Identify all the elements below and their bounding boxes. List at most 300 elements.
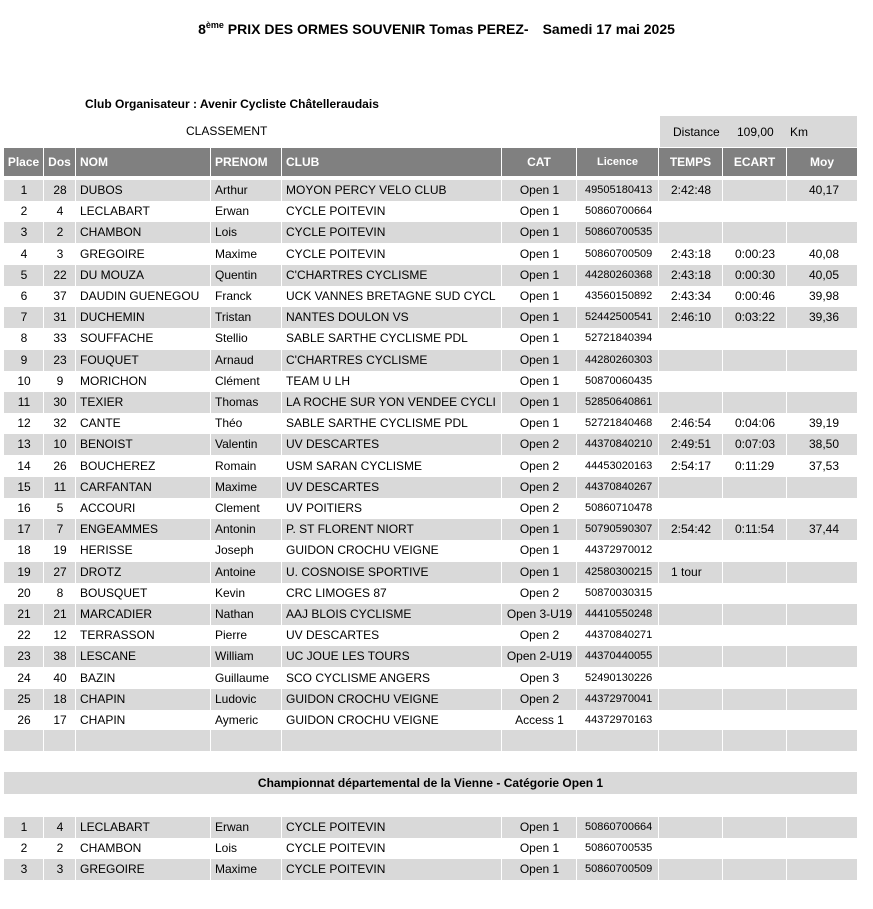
cell-dos: 22 xyxy=(53,267,67,282)
cell-nom: HERISSE xyxy=(80,543,133,558)
cell-club: NANTES DOULON VS xyxy=(286,310,409,325)
cell-nom: ACCOURI xyxy=(80,501,136,515)
cell-cat: Open 1 xyxy=(519,373,560,388)
cell-prenom: Clement xyxy=(215,501,260,515)
cell-club: CYCLE POITEVIN xyxy=(286,246,386,261)
cell-dos: 12 xyxy=(53,628,67,643)
cell-licence: 50860710478 xyxy=(585,502,653,514)
cell-ecart xyxy=(723,180,787,201)
cell-moy: 39,98 xyxy=(808,289,839,303)
result-row xyxy=(4,646,857,667)
cell-temps: 2:46:10 xyxy=(671,310,712,325)
result-row xyxy=(4,180,857,201)
cell-licence: 44280260368 xyxy=(585,268,653,281)
cell-club: AAJ BLOIS CYCLISME xyxy=(286,607,412,621)
cell-nom: MORICHON xyxy=(80,373,147,388)
cell-cat: Open 2 xyxy=(519,691,560,706)
cell-prenom: Lois xyxy=(215,225,238,240)
result-row xyxy=(4,498,857,519)
cell-club: P. ST FLORENT NIORT xyxy=(286,522,414,537)
cell-nom: LECLABART xyxy=(80,820,150,834)
cell-ecart xyxy=(723,540,787,561)
result-row xyxy=(4,456,857,477)
cell-licence: 44372970041 xyxy=(585,692,653,705)
cell-prenom: Guillaume xyxy=(215,670,270,685)
cell-ecart xyxy=(723,371,787,392)
cell-temps: 2:49:51 xyxy=(671,437,712,452)
cell-cat: Open 1 xyxy=(519,310,560,325)
cell-ecart xyxy=(723,392,787,413)
cell-cat: Open 2 xyxy=(519,437,560,452)
cell-ecart xyxy=(723,477,787,498)
cell-place: 19 xyxy=(17,564,31,579)
result-row xyxy=(4,562,857,583)
championnat-row xyxy=(4,859,857,880)
cell-licence: 52442500541 xyxy=(585,311,653,324)
cell-ecart: 0:11:54 xyxy=(735,522,775,537)
cell-nom: LESCANE xyxy=(80,649,137,664)
cell-ecart xyxy=(723,689,787,710)
cell-prenom: Ludovic xyxy=(215,691,257,706)
cell-cat: Open 1 xyxy=(519,352,560,367)
cell-cat: Open 1 xyxy=(519,289,560,303)
cell-dos: 27 xyxy=(53,564,67,579)
cell-cat: Open 1 xyxy=(519,331,560,346)
cell-nom: DU MOUZA xyxy=(80,267,144,282)
cell-nom: BAZIN xyxy=(80,670,116,685)
cell-dos: 33 xyxy=(53,331,67,346)
cell-prenom: Valentin xyxy=(215,437,258,452)
cell-ecart: 0:00:30 xyxy=(735,267,776,282)
cell-place: 17 xyxy=(17,522,31,537)
cell-temps: 2:42:48 xyxy=(671,183,712,197)
cell-dos: 3 xyxy=(56,862,64,877)
cell-moy xyxy=(787,646,857,667)
cell-place: 3 xyxy=(20,862,28,877)
cell-temps xyxy=(659,540,723,561)
cell-nom: CHAMBON xyxy=(80,841,142,856)
cell-prenom: Romain xyxy=(215,458,257,473)
cell-cat: Open 2 xyxy=(519,501,560,515)
title-ordinal: 8 xyxy=(198,21,206,37)
cell-club: MOYON PERCY VELO CLUB xyxy=(286,183,447,197)
cell-licence: 44410550248 xyxy=(585,608,653,620)
cell-dos: 21 xyxy=(53,607,67,621)
cell-temps xyxy=(659,392,723,413)
championnat-title: Championnat départemental de la Vienne - Catégorie Open 1 xyxy=(4,772,857,794)
cell-licence: 49505180413 xyxy=(585,184,653,196)
cell-place: 8 xyxy=(20,331,28,346)
cell-cat: Open 2-U19 xyxy=(506,649,573,664)
cell-cat: Open 1 xyxy=(519,267,560,282)
cell-moy xyxy=(787,328,857,349)
cell-ecart: 0:00:46 xyxy=(735,289,776,303)
cell-licence: 50790590307 xyxy=(585,523,653,536)
cell-nom: GREGOIRE xyxy=(80,246,145,261)
cell-nom: BOUCHEREZ xyxy=(80,458,156,473)
cell-moy: 40,17 xyxy=(808,183,839,197)
cell-nom: SOUFFACHE xyxy=(80,331,154,346)
cell-ecart: 0:11:29 xyxy=(735,458,775,473)
cell-licence: 44280260303 xyxy=(585,353,653,366)
cell-temps xyxy=(659,625,723,646)
result-row xyxy=(4,244,857,265)
cell-prenom: Erwan xyxy=(215,820,250,834)
cell-nom: MARCADIER xyxy=(80,607,153,621)
cell-place: 26 xyxy=(17,713,31,727)
cell-temps xyxy=(659,668,723,689)
header-dos: Dos xyxy=(44,148,75,176)
cell-prenom: Maxime xyxy=(215,246,258,261)
cell-licence: 50860700664 xyxy=(585,821,653,833)
cell-cat: Open 1 xyxy=(519,543,560,558)
cell-prenom: Arnaud xyxy=(215,352,254,367)
cell-moy xyxy=(787,583,857,604)
cell-dos: 38 xyxy=(53,649,67,664)
cell-club: UV DESCARTES xyxy=(286,437,380,452)
cell-dos: 2 xyxy=(56,841,64,856)
empty-row xyxy=(4,730,857,751)
result-row xyxy=(4,371,857,392)
cell-place: 22 xyxy=(17,628,31,643)
cell-place: 4 xyxy=(20,246,28,261)
page-title xyxy=(0,20,873,37)
result-row xyxy=(4,519,857,540)
cell-club: U. COSNOISE SPORTIVE xyxy=(286,564,429,579)
cell-club: C'CHARTRES CYCLISME xyxy=(286,352,428,367)
cell-club: GUIDON CROCHU VEIGNE xyxy=(286,543,439,558)
result-row xyxy=(4,604,857,625)
header-moy: Moy xyxy=(787,148,857,176)
cell-dos: 19 xyxy=(53,543,67,558)
cell-prenom: Quentin xyxy=(215,267,258,282)
cell-place: 6 xyxy=(20,289,28,303)
cell-place: 11 xyxy=(17,395,31,409)
cell-temps xyxy=(659,350,723,371)
cell-licence: 44370840210 xyxy=(585,438,653,451)
result-row xyxy=(4,583,857,604)
cell-place: 20 xyxy=(17,585,31,600)
cell-place: 10 xyxy=(17,373,31,388)
cell-moy xyxy=(787,201,857,222)
cell-moy xyxy=(787,350,857,371)
cell-moy: 38,50 xyxy=(808,437,839,452)
distance-box xyxy=(660,116,857,147)
cell-prenom: Kevin xyxy=(215,585,246,600)
cell-place: 18 xyxy=(17,543,31,558)
cell-club: UCK VANNES BRETAGNE SUD CYCL xyxy=(286,289,496,303)
cell-dos: 2 xyxy=(56,225,64,240)
cell-place: 2 xyxy=(20,204,28,219)
cell-dos: 37 xyxy=(53,289,67,303)
cell-cat: Open 2 xyxy=(519,479,560,494)
cell-cat: Open 1 xyxy=(519,416,560,431)
result-row xyxy=(4,434,857,455)
cell-licence: 44372970163 xyxy=(585,714,653,726)
cell-prenom: Aymeric xyxy=(215,713,259,727)
cell-temps: 1 tour xyxy=(671,564,702,579)
distance-value: 109,00 xyxy=(737,125,774,139)
cell-place: 9 xyxy=(20,352,28,367)
result-row xyxy=(4,201,857,222)
cell-place: 13 xyxy=(17,437,31,452)
cell-cat: Open 3-U19 xyxy=(506,607,573,621)
result-row xyxy=(4,222,857,243)
cell-temps xyxy=(659,646,723,667)
cell-licence: 50860700509 xyxy=(585,247,653,260)
cell-nom: TERRASSON xyxy=(80,628,155,643)
cell-ecart xyxy=(723,350,787,371)
header-place: Place xyxy=(4,148,43,176)
cell-moy xyxy=(787,540,857,561)
cell-moy: 39,19 xyxy=(808,416,839,431)
cell-ecart xyxy=(723,328,787,349)
cell-club: CYCLE POITEVIN xyxy=(286,204,386,219)
cell-prenom: Franck xyxy=(215,289,252,303)
cell-temps xyxy=(659,477,723,498)
championnat-row xyxy=(4,838,857,859)
cell-cat: Open 1 xyxy=(519,246,560,261)
cell-licence: 50860700664 xyxy=(585,205,653,218)
cell-prenom: Pierre xyxy=(215,628,248,643)
cell-licence: 52721840468 xyxy=(585,417,653,430)
result-row xyxy=(4,350,857,371)
cell-club: UC JOUE LES TOURS xyxy=(286,649,410,664)
cell-prenom: Joseph xyxy=(215,543,254,558)
cell-licence: 52490130226 xyxy=(585,671,653,684)
cell-moy xyxy=(787,222,857,243)
cell-moy xyxy=(787,625,857,646)
classement-label: CLASSEMENT xyxy=(186,124,268,138)
cell-cat: Open 3 xyxy=(519,670,560,685)
cell-nom: ENGEAMMES xyxy=(80,522,159,537)
cell-nom: TEXIER xyxy=(80,395,124,409)
cell-ecart xyxy=(723,710,787,731)
cell-club: USM SARAN CYCLISME xyxy=(286,458,423,473)
cell-licence: 44372970012 xyxy=(585,544,653,557)
cell-licence: 50870060435 xyxy=(585,374,653,387)
cell-moy xyxy=(787,477,857,498)
cell-club: CYCLE POITEVIN xyxy=(286,841,386,856)
cell-licence: 50860700535 xyxy=(585,226,653,239)
cell-licence: 44370440055 xyxy=(585,650,653,663)
cell-prenom: Stellio xyxy=(215,331,248,346)
cell-moy xyxy=(787,562,857,583)
cell-club: CRC LIMOGES 87 xyxy=(286,585,387,600)
header-ecart: ECART xyxy=(723,148,786,176)
cell-place: 14 xyxy=(17,458,31,473)
cell-temps xyxy=(659,328,723,349)
cell-club: SABLE SARTHE CYCLISME PDL xyxy=(286,416,468,431)
cell-temps xyxy=(659,689,723,710)
cell-dos: 17 xyxy=(53,713,67,727)
cell-nom: CHAPIN xyxy=(80,691,126,706)
cell-prenom: Lois xyxy=(215,841,238,856)
cell-place: 7 xyxy=(20,310,28,325)
cell-nom: CHAPIN xyxy=(80,713,126,727)
cell-cat: Open 1 xyxy=(519,522,560,537)
cell-licence: 42580300215 xyxy=(585,565,653,578)
cell-cat: Open 1 xyxy=(519,862,560,877)
cell-ecart xyxy=(723,201,787,222)
result-row xyxy=(4,710,857,731)
cell-prenom: Maxime xyxy=(215,479,258,494)
cell-cat: Open 1 xyxy=(519,183,560,197)
cell-dos: 18 xyxy=(53,691,67,706)
cell-moy: 39,36 xyxy=(808,310,839,325)
cell-prenom: Thomas xyxy=(215,395,259,409)
cell-club: SCO CYCLISME ANGERS xyxy=(286,670,431,685)
cell-prenom: Clément xyxy=(215,373,260,388)
result-row xyxy=(4,477,857,498)
cell-prenom: Nathan xyxy=(215,607,254,621)
cell-temps: 2:54:17 xyxy=(671,458,712,473)
cell-place: 25 xyxy=(17,691,31,706)
cell-dos: 32 xyxy=(53,416,67,431)
organizer-club: Club Organisateur : Avenir Cycliste Châtelleraudais xyxy=(85,97,379,111)
cell-cat: Open 1 xyxy=(519,564,560,579)
cell-licence: 44370840271 xyxy=(585,629,653,642)
cell-club: CYCLE POITEVIN xyxy=(286,225,386,240)
cell-temps xyxy=(659,710,723,731)
cell-cat: Open 2 xyxy=(519,628,560,643)
cell-temps: 2:43:34 xyxy=(671,289,712,303)
result-row xyxy=(4,286,857,307)
cell-place: 16 xyxy=(17,501,31,515)
cell-dos: 7 xyxy=(56,522,64,537)
cell-moy xyxy=(787,668,857,689)
cell-temps: 2:46:54 xyxy=(671,416,712,431)
header-cat: CAT xyxy=(502,148,576,176)
cell-dos: 31 xyxy=(53,310,67,325)
cell-club: TEAM U LH xyxy=(286,373,351,388)
cell-prenom: Antoine xyxy=(215,564,256,579)
cell-temps xyxy=(659,222,723,243)
header-prenom: PRENOM xyxy=(211,148,281,176)
cell-temps xyxy=(659,201,723,222)
header-licence: Licence xyxy=(577,148,658,176)
cell-ecart: 0:03:22 xyxy=(735,310,776,325)
cell-dos: 4 xyxy=(56,204,64,219)
cell-place: 23 xyxy=(17,649,31,664)
cell-cat: Access 1 xyxy=(515,713,564,727)
distance-unit: Km xyxy=(790,125,808,139)
cell-ecart xyxy=(723,646,787,667)
cell-nom: CARFANTAN xyxy=(80,479,152,494)
cell-cat: Open 1 xyxy=(519,204,560,219)
cell-nom: DAUDIN GUENEGOU xyxy=(80,289,200,303)
header-nom: NOM xyxy=(76,148,210,176)
cell-club: UV DESCARTES xyxy=(286,479,380,494)
cell-cat: Open 1 xyxy=(519,820,560,834)
cell-place: 2 xyxy=(20,841,28,856)
cell-cat: Open 1 xyxy=(519,395,560,409)
cell-dos: 9 xyxy=(56,373,64,388)
cell-prenom: William xyxy=(215,649,254,664)
cell-moy xyxy=(787,604,857,625)
cell-nom: BOUSQUET xyxy=(80,585,148,600)
cell-place: 12 xyxy=(17,416,31,431)
result-row xyxy=(4,625,857,646)
title-race-name: PRIX DES ORMES SOUVENIR Tomas PEREZ- xyxy=(227,21,529,37)
cell-dos: 23 xyxy=(53,352,67,367)
cell-place: 1 xyxy=(20,183,28,197)
cell-nom: DUBOS xyxy=(80,183,123,197)
cell-licence: 43560150892 xyxy=(585,290,653,302)
cell-club: C'CHARTRES CYCLISME xyxy=(286,267,428,282)
cell-place: 15 xyxy=(17,479,31,494)
cell-prenom: Tristan xyxy=(215,310,252,325)
cell-cat: Open 1 xyxy=(519,841,560,856)
cell-prenom: Erwan xyxy=(215,204,250,219)
cell-licence: 50860700509 xyxy=(585,863,653,876)
cell-moy xyxy=(787,392,857,413)
cell-moy: 37,53 xyxy=(808,458,839,473)
cell-dos: 8 xyxy=(56,585,64,600)
cell-club: GUIDON CROCHU VEIGNE xyxy=(286,691,439,706)
cell-ecart: 0:04:06 xyxy=(735,416,776,431)
cell-moy xyxy=(787,371,857,392)
cell-club: SABLE SARTHE CYCLISME PDL xyxy=(286,331,468,346)
cell-ecart xyxy=(723,604,787,625)
cell-dos: 5 xyxy=(56,501,64,515)
cell-moy: 37,44 xyxy=(808,522,839,537)
cell-nom: CANTE xyxy=(80,416,121,431)
cell-place: 5 xyxy=(20,267,28,282)
cell-nom: CHAMBON xyxy=(80,225,142,240)
cell-dos: 28 xyxy=(53,183,67,197)
result-row xyxy=(4,689,857,710)
cell-prenom: Arthur xyxy=(215,183,248,197)
cell-nom: DROTZ xyxy=(80,564,122,579)
header-temps: TEMPS xyxy=(659,148,722,176)
cell-dos: 40 xyxy=(53,670,67,685)
cell-ecart xyxy=(723,625,787,646)
cell-temps xyxy=(659,498,723,519)
cell-temps xyxy=(659,371,723,392)
cell-place: 3 xyxy=(20,225,28,240)
cell-prenom: Antonin xyxy=(215,522,256,537)
cell-nom: LECLABART xyxy=(80,204,150,219)
result-row xyxy=(4,540,857,561)
cell-ecart xyxy=(723,498,787,519)
cell-club: CYCLE POITEVIN xyxy=(286,820,386,834)
cell-club: CYCLE POITEVIN xyxy=(286,862,386,877)
cell-licence: 44370840267 xyxy=(585,480,653,493)
cell-dos: 3 xyxy=(56,246,64,261)
cell-temps: 2:43:18 xyxy=(671,246,712,261)
cell-club: LA ROCHE SUR YON VENDEE CYCLI xyxy=(286,395,496,409)
cell-cat: Open 2 xyxy=(519,585,560,600)
result-row xyxy=(4,413,857,434)
cell-licence: 50860700535 xyxy=(585,842,653,855)
cell-nom: BENOIST xyxy=(80,437,133,452)
cell-ecart xyxy=(723,562,787,583)
title-date: Samedi 17 mai 2025 xyxy=(542,21,675,37)
cell-cat: Open 2 xyxy=(519,458,560,473)
cell-temps xyxy=(659,604,723,625)
cell-temps: 2:54:42 xyxy=(671,522,712,537)
cell-cat: Open 1 xyxy=(519,225,560,240)
cell-licence: 52721840394 xyxy=(585,332,653,345)
cell-dos: 10 xyxy=(53,437,67,452)
cell-place: 21 xyxy=(17,607,31,621)
cell-dos: 4 xyxy=(56,820,64,834)
result-row xyxy=(4,265,857,286)
cell-nom: GREGOIRE xyxy=(80,862,145,877)
cell-ecart xyxy=(723,222,787,243)
cell-ecart xyxy=(723,668,787,689)
